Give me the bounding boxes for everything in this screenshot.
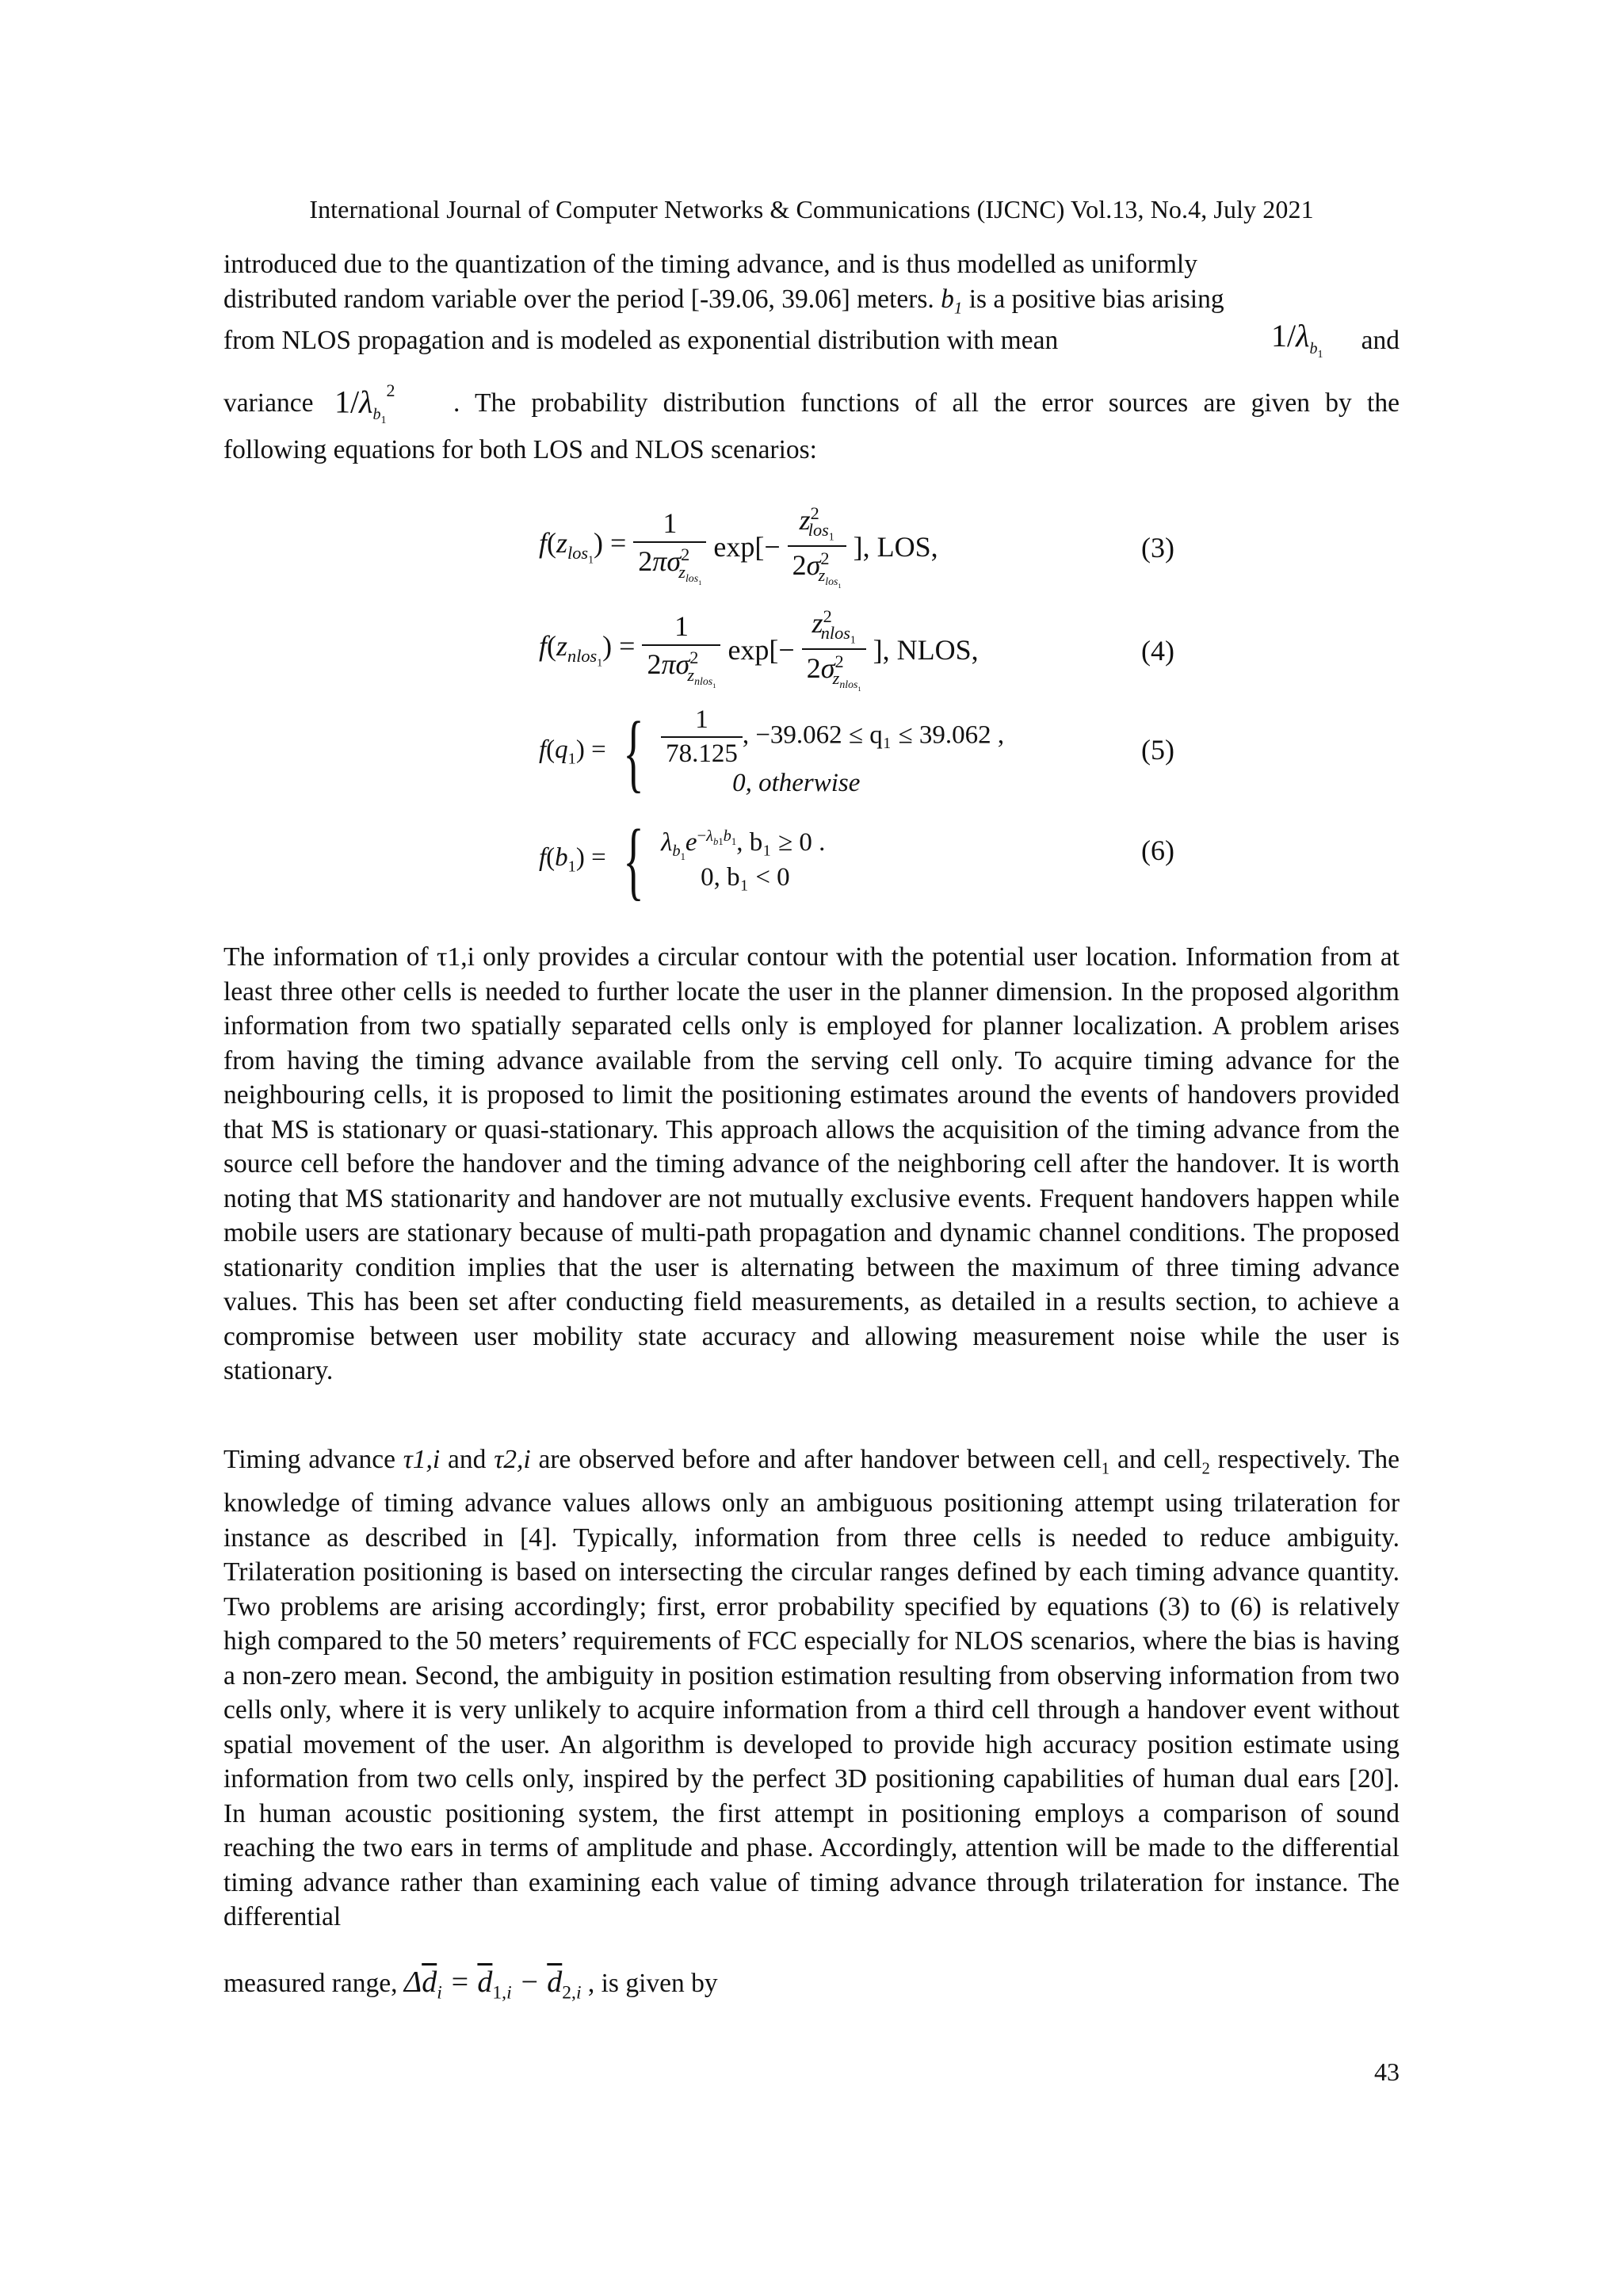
equation-4: $f(z_{nlos_1})$ = $\frac{1}{2\pi\sigma^2_{z_{nlos_1}}}$ exp[− $\frac{z^2_{nlos_1}}{2\sigma^2_{z_{nlos_1}}}$ ], NLOS, [539,606,979,693]
paragraph-2: The information of τ1,i only provides a circular contour with the potential user location. Information from at least three other cells is needed to further locate the user in the planner dimension. In the proposed algorithm information from two spatially separated cells only is employed for planner localization. A problem arises from having the timing advance available from the serving cell only. To acquire timing advance for the neighbouring cells, it is proposed to limit the positioning estimates around the events of handovers provided that MS is stationary or quasi-stationary. This approach allows the acquisition of the timing advance from the source cell before the handover and the timing advance of the neighboring cell after the handover. It is worth noting that MS stationarity and handover are not mutually exclusive events. Frequent handovers happen while mobile users are stationary because of multi-path propagation and dynamic channel conditions. The proposed stationarity condition implies that the user is alternating between the maximum of three timing advance values. This has been set after conducting field measurements, as detailed in a results section, to achieve a compromise between user mobility state accuracy and allowing measurement noise while the user is stationary. [223,942,1400,1385]
eq5-range: −39.062 ≤ q₁ ≤ 39.062 , [755,720,1005,750]
para3-part1: Timing advance [223,1445,403,1474]
eq3-tag: LOS, [876,530,938,563]
para1-line4 [223,380,1400,427]
para3-part5: respectively. The knowledge of timing advance values allows only an ambiguous positioning attempt using trilateration for instance as described in [4]. Typically, information from three cells is needed to reduce ambiguity. Trilateration positioning is based on intersecting the circular ranges defined by each timing advance quantity. Two problems are arising accordingly; first, error probability specified by equations (3) to (6) is relatively high compared to the 50 meters’ requirements of FCC especially for NLOS scenarios, where the bias is having a non-zero mean. Second, the ambiguity in position estimation resulting from observing information from two cells only, where it is very unlikely to acquire information from a third cell through a handover event without spatial movement of the user. An algorithm is developed to provide high accuracy position estimate using information from two cells only, inspired by the perfect 3D positioning capabilities of human dual ears [20]. In human acoustic positioning system, the first attempt in positioning employs a comparison of sound reaching the two ears in terms of amplitude and phase. Accordingly, attention will be made to the differential timing advance rather than examining each value of timing advance through trilateration for instance. The differential [223,1445,1400,1932]
tau-2: τ2,i [494,1445,531,1474]
para1-line3-text: from NLOS propagation and is modeled as exponential distribution with mean [223,326,1059,355]
tau-1: τ1,i [403,1445,441,1474]
eq5-number: (5) [1141,734,1174,766]
equation-3: $f(z_{los_1})$ = $\frac{1}{2\pi\sigma^2_{z_{los_1}}}$ exp[− $\frac{z^2_{los_1}}{2\sigma^2_{z_{los_1}}}$ ], LOS, [539,503,938,590]
eq4-tag: NLOS, [896,633,979,666]
para3-last-a: measured range, [223,1969,398,1998]
var-b1: b [941,285,954,314]
eq4-number: (4) [1141,635,1174,667]
para3-part2: and [440,1445,495,1474]
equation-5: $f(q_1)$ = { $\frac{1}{78.125}$ , −39.062 ≤ q₁ ≤ 39.062 , 0, otherwise [539,703,1005,800]
eq6-number: (6) [1141,835,1174,866]
para3-last-b: , is given by [587,1969,718,1998]
differential-range-expr: $\Delta\overline{d}_i = \overline{d}_{1,i} - \overline{d}_{2,i}$ [403,1966,582,2004]
para3-part4: and cell [1109,1445,1202,1474]
para1-line5: following equations for both LOS and NLOS scenarios: [223,435,817,464]
cell1-sub: 1 [1101,1459,1110,1478]
para1-line3 [223,318,1400,361]
para1-line2 [223,282,1400,326]
journal-header: International Journal of Computer Networks & Communications (IJCNC) Vol.13, No.4, July 2021 [309,195,1314,223]
eq6-case1: , b₁ ≥ 0 [736,827,812,857]
para1-line2-a: distributed random variable over the period [-39.06, 39.06] meters. [223,285,941,314]
para1-line1: introduced due to the quantization of the timing advance, and is thus modelled as uniformly [223,250,1197,279]
var-b1-sub: 1 [953,299,963,318]
eq3-number: (3) [1141,532,1174,563]
eq6-case2: 0, b₁ < 0 [701,863,790,892]
cell2-sub: 2 [1201,1459,1210,1478]
para1-line2-b: is a positive bias arising [962,285,1224,314]
page-number: 43 [1374,2057,1400,2086]
para1-line4-a: variance [223,388,314,418]
para1-line3-end: and [1361,326,1400,355]
equation-6: $f(b_1)$ = { $\lambda_{b_1}e^{-\lambda_{b1}b_1}$, b₁ ≥ 0 . 0, b₁ < 0 [539,812,826,908]
para3-last-line [223,1966,1400,2005]
eq5-otherwise: 0, otherwise [732,769,861,797]
mean-expr: $1/\lambda_{b_1}$ [1271,318,1323,361]
paragraph-3 [223,1442,1400,1935]
variance-expr: $1/\lambda_{b_1}^2$ [334,380,395,427]
para1-line4-b: . The probability distribution functions of all the error sources are given by the [453,388,1400,418]
para3-part3: are observed before and after handover between cell [530,1445,1102,1474]
eq5-denominator: 78.125 [666,739,738,768]
